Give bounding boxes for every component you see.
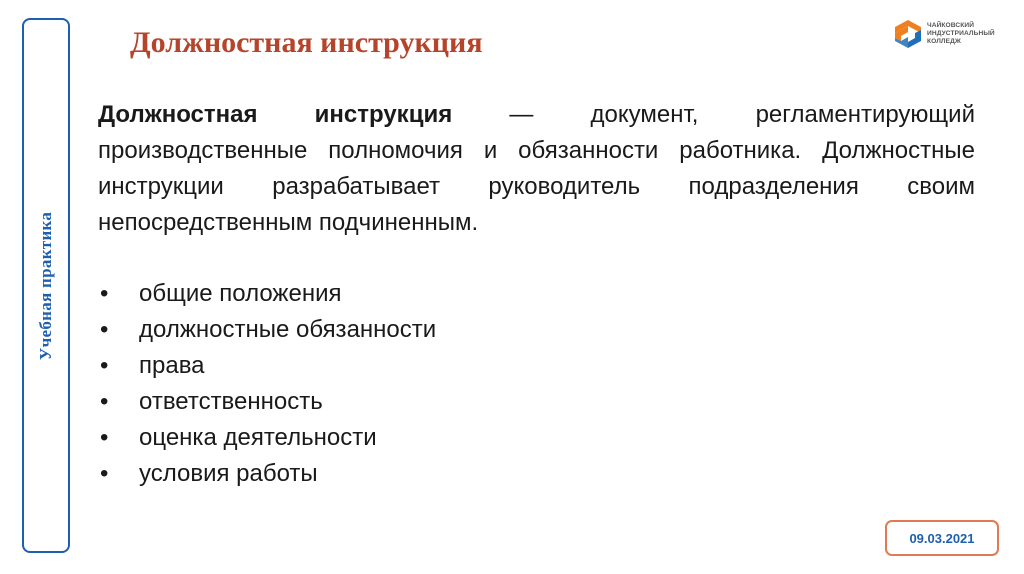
college-name-line-1: ЧАЙКОВСКИЙ — [927, 22, 975, 29]
college-logo — [893, 19, 995, 49]
bullet: • — [100, 460, 109, 487]
list-item — [98, 384, 436, 420]
list-item — [98, 456, 436, 492]
sections-list — [98, 276, 436, 492]
bullet: • — [100, 280, 109, 307]
list-item — [98, 312, 436, 348]
bullet: • — [100, 388, 109, 415]
list-item-text: ответственность — [139, 388, 323, 415]
date-badge: 09.03.2021 — [885, 520, 999, 556]
college-logo-icon — [893, 19, 923, 49]
list-item-text: условия работы — [139, 460, 318, 487]
definition-term: Должностная инструкция — [98, 101, 453, 128]
bullet: • — [100, 352, 109, 379]
list-item — [98, 420, 436, 456]
list-item-text: должностные обязанности — [139, 316, 437, 343]
bullet: • — [100, 316, 109, 343]
list-item-text: права — [139, 352, 205, 379]
list-item-text: оценка деятельности — [139, 424, 377, 451]
college-name — [927, 22, 995, 46]
side-panel-label: Учебная практика — [36, 211, 55, 360]
page-title: Должностная инструкция — [130, 26, 483, 59]
bullet: • — [100, 424, 109, 451]
list-item-text: общие положения — [139, 280, 342, 307]
definition-paragraph — [98, 97, 975, 241]
college-name-line-3: КОЛЛЕДЖ — [927, 38, 961, 45]
college-name-line-2: ИНДУСТРИАЛЬНЫЙ — [927, 30, 995, 37]
definition-text: — документ, регламентирующий производственные полномочия и обязанности работника. Должностные инструкции разрабатывает руководитель подразделения своим непосредственным подчиненным. — [98, 101, 975, 236]
side-panel — [22, 18, 70, 553]
list-item — [98, 348, 436, 384]
list-item — [98, 276, 436, 312]
